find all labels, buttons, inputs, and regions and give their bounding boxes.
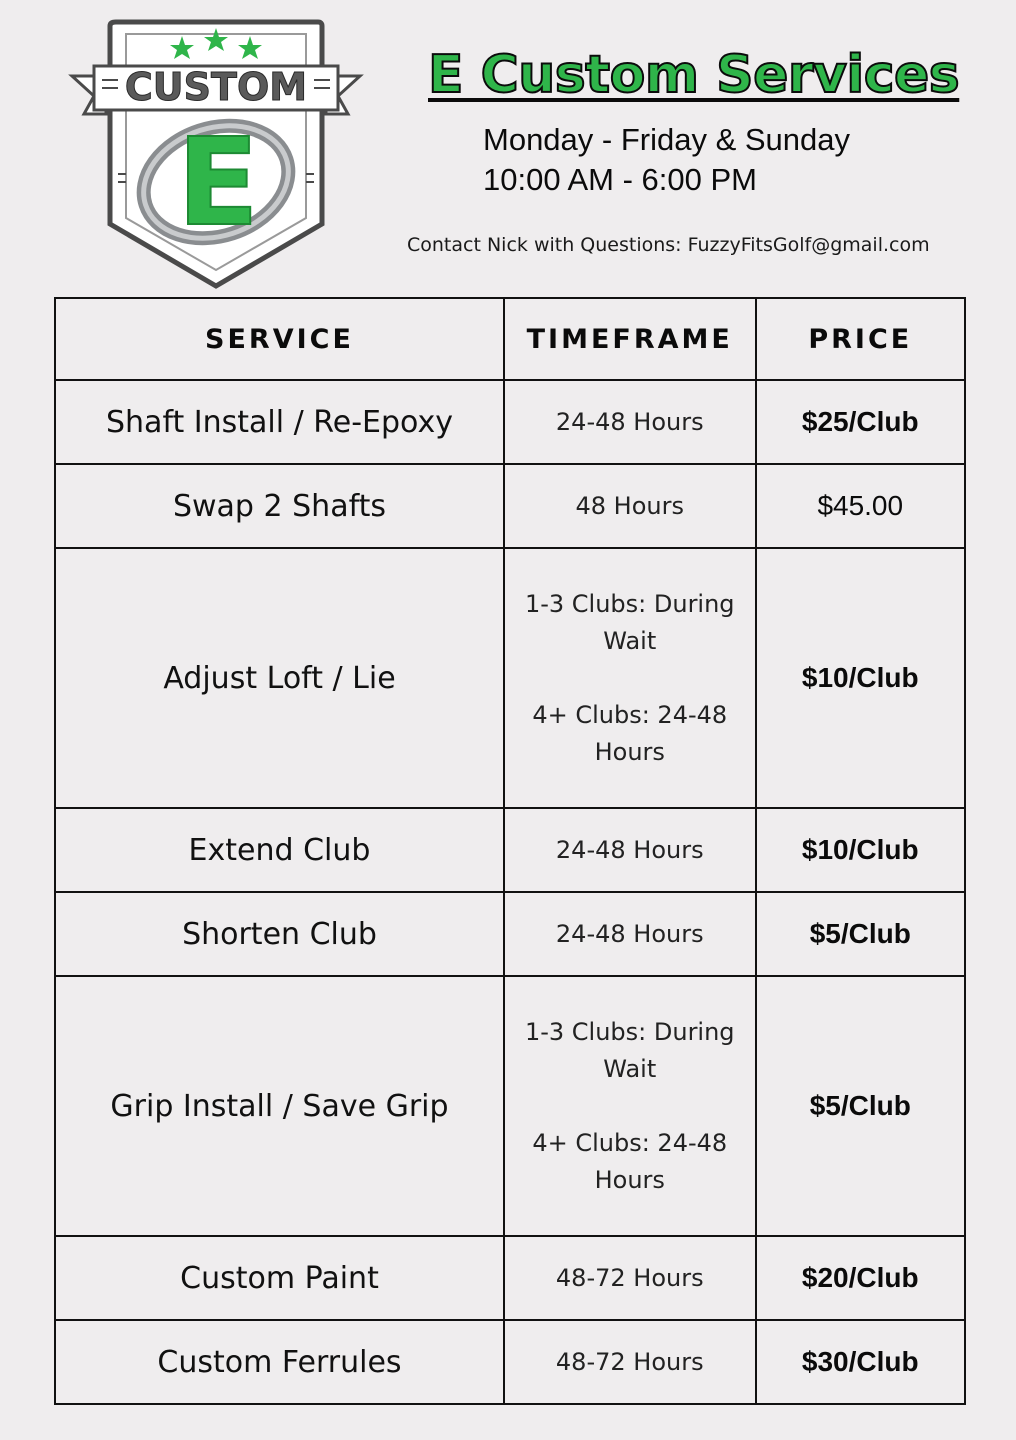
service-name: Adjust Loft / Lie xyxy=(55,548,504,808)
services-table xyxy=(54,297,966,1405)
timeframe: 24-48 Hours xyxy=(504,380,756,464)
price: $20/Club xyxy=(756,1236,965,1320)
page-title: E Custom Services xyxy=(428,45,960,105)
hours-time: 10:00 AM - 6:00 PM xyxy=(483,162,757,197)
column-header-service: SERVICE xyxy=(55,298,504,380)
service-name: Extend Club xyxy=(55,808,504,892)
table-row xyxy=(55,1320,965,1404)
service-name: Custom Paint xyxy=(55,1236,504,1320)
timeframe: 48-72 Hours xyxy=(504,1320,756,1404)
table-header-row xyxy=(55,298,965,380)
price: $10/Club xyxy=(756,808,965,892)
hours-days: Monday - Friday & Sunday xyxy=(483,122,851,157)
service-name: Grip Install / Save Grip xyxy=(55,976,504,1236)
table-row xyxy=(55,976,965,1236)
price: $25/Club xyxy=(756,380,965,464)
price: $45.00 xyxy=(756,464,965,548)
price: $30/Club xyxy=(756,1320,965,1404)
table-row xyxy=(55,464,965,548)
timeframe: 48-72 Hours xyxy=(504,1236,756,1320)
price: $5/Club xyxy=(756,976,965,1236)
business-hours xyxy=(483,120,850,200)
timeframe: 48 Hours xyxy=(504,464,756,548)
table-row xyxy=(55,380,965,464)
column-header-timeframe: TIMEFRAME xyxy=(504,298,756,380)
price: $10/Club xyxy=(756,548,965,808)
column-header-price: PRICE xyxy=(756,298,965,380)
logo-text: CUSTOM xyxy=(124,65,308,109)
table-row xyxy=(55,1236,965,1320)
table-row xyxy=(55,808,965,892)
service-name: Shorten Club xyxy=(55,892,504,976)
service-name: Shaft Install / Re-Epoxy xyxy=(55,380,504,464)
timeframe: 1-3 Clubs: During Wait 4+ Clubs: 24-48 Hours xyxy=(504,976,756,1236)
custom-e-logo xyxy=(66,14,366,294)
table-row xyxy=(55,548,965,808)
price: $5/Club xyxy=(756,892,965,976)
timeframe: 1-3 Clubs: During Wait 4+ Clubs: 24-48 Hours xyxy=(504,548,756,808)
contact-line: Contact Nick with Questions: FuzzyFitsGolf@gmail.com xyxy=(407,234,930,256)
logo-letter: E xyxy=(177,114,259,253)
timeframe: 24-48 Hours xyxy=(504,892,756,976)
table-row xyxy=(55,892,965,976)
service-name: Custom Ferrules xyxy=(55,1320,504,1404)
service-name: Swap 2 Shafts xyxy=(55,464,504,548)
timeframe: 24-48 Hours xyxy=(504,808,756,892)
